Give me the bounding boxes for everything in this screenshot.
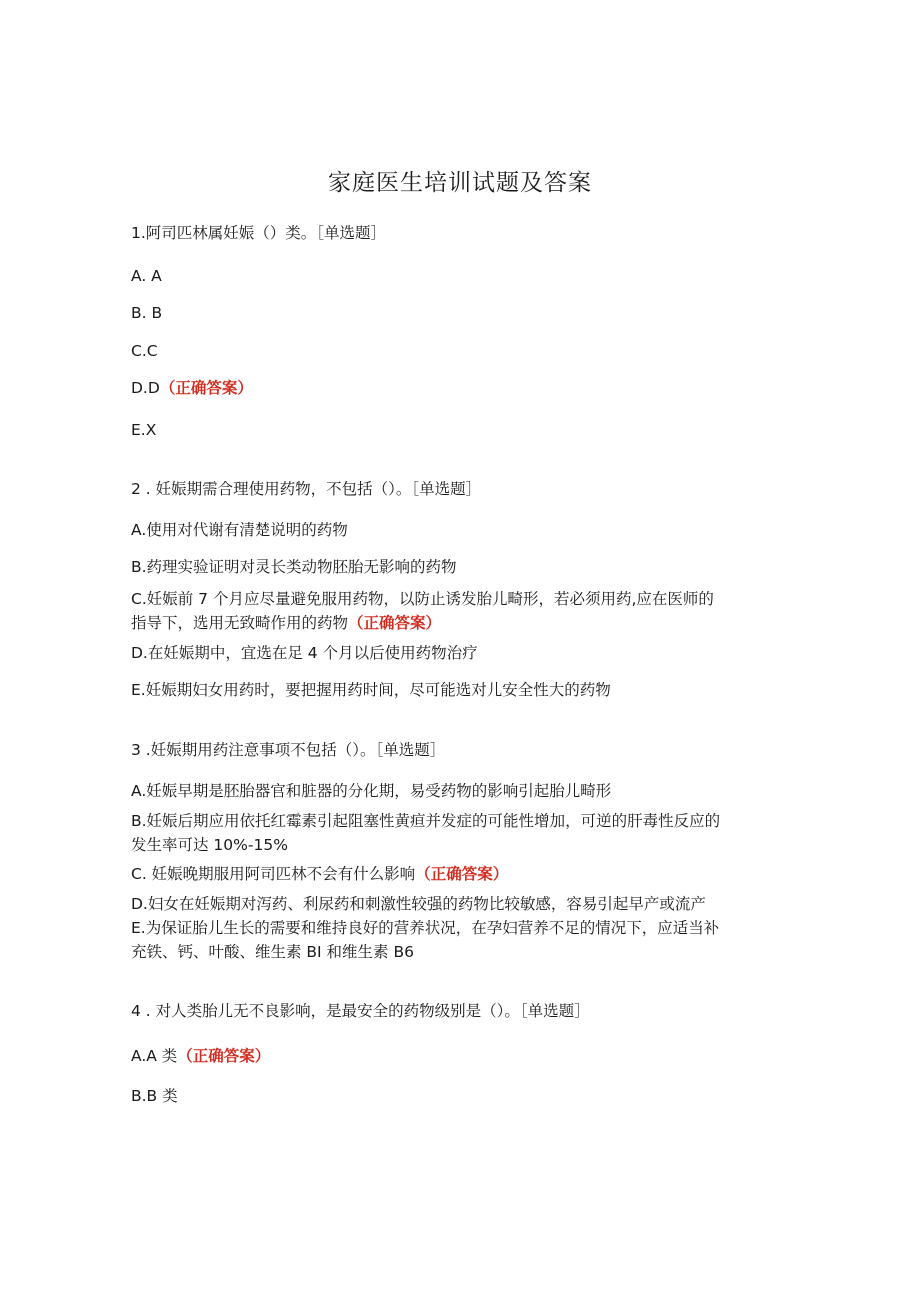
- option-text: D.D: [131, 379, 160, 397]
- correct-answer-mark: （正确答案）: [348, 614, 442, 632]
- question-2-option-a: A.使用对代谢有清楚说明的药物: [131, 521, 348, 539]
- question-2-option-c-line1: C.妊娠前 7 个月应尽量避免服用药物，以防止诱发胎儿畸形，若必须用药,应在医师的: [131, 590, 714, 608]
- question-3-option-e-line1: E.为保证胎儿生长的需要和维持良好的营养状况，在孕妇营养不足的情况下，应适当补: [131, 919, 720, 937]
- question-3-option-b-line2: 发生率可达 10%-15%: [131, 836, 288, 854]
- question-1-option-a: A. A: [131, 267, 162, 285]
- question-1-option-c: C.C: [131, 342, 158, 360]
- question-3-option-b-line1: B.妊娠后期应用依托红霉素引起阻塞性黄疸并发症的可能性增加，可逆的肝毒性反应的: [131, 812, 721, 830]
- correct-answer-mark: （正确答案）: [177, 1047, 271, 1065]
- question-1-option-b: B. B: [131, 304, 163, 322]
- question-3-option-e-line2: 充铁、钙、叶酸、维生素 BI 和维生素 B6: [131, 943, 414, 961]
- page-title: 家庭医生培训试题及答案: [328, 170, 592, 196]
- option-text: 指导下，选用无致畸作用的药物: [131, 614, 349, 632]
- question-3-option-a: A.妊娠早期是胚胎器官和脏器的分化期，易受药物的影响引起胎儿畸形: [131, 782, 612, 800]
- question-1-stem: 1.阿司匹林属妊娠（）类。［单选题］: [131, 224, 387, 242]
- question-4-option-b: B.B 类: [131, 1087, 178, 1105]
- question-3-option-d: D.妇女在妊娠期对泻药、利尿药和刺激性较强的药物比较敏感，容易引起早产或流产: [131, 895, 706, 913]
- question-2-option-b: B.药理实验证明对灵长类动物胚胎无影响的药物: [131, 558, 457, 576]
- question-2-stem: 2 . 妊娠期需合理使用药物，不包括（）。［单选题］: [131, 480, 482, 498]
- question-3-option-c: [131, 862, 791, 886]
- question-1-option-e: E.X: [131, 421, 157, 439]
- correct-answer-mark: （正确答案）: [415, 865, 509, 883]
- question-4-option-a: [131, 1044, 791, 1068]
- question-1-option-d: [131, 376, 791, 400]
- option-text: C. 妊娠晚期服用阿司匹林不会有什么影响: [131, 865, 416, 883]
- question-4-stem: 4 . 对人类胎儿无不良影响，是最安全的药物级别是（）。［单选题］: [131, 1002, 590, 1020]
- question-2-option-c-line2: [131, 611, 791, 635]
- option-text: A.A 类: [131, 1047, 178, 1065]
- question-3-stem: 3 .妊娠期用药注意事项不包括（）。［单选题］: [131, 741, 446, 759]
- question-2-option-d: D.在妊娠期中，宜选在足 4 个月以后使用药物治疗: [131, 644, 478, 662]
- correct-answer-mark: （正确答案）: [159, 379, 253, 397]
- question-2-option-e: E.妊娠期妇女用药时，要把握用药时间，尽可能选对儿安全性大的药物: [131, 681, 611, 699]
